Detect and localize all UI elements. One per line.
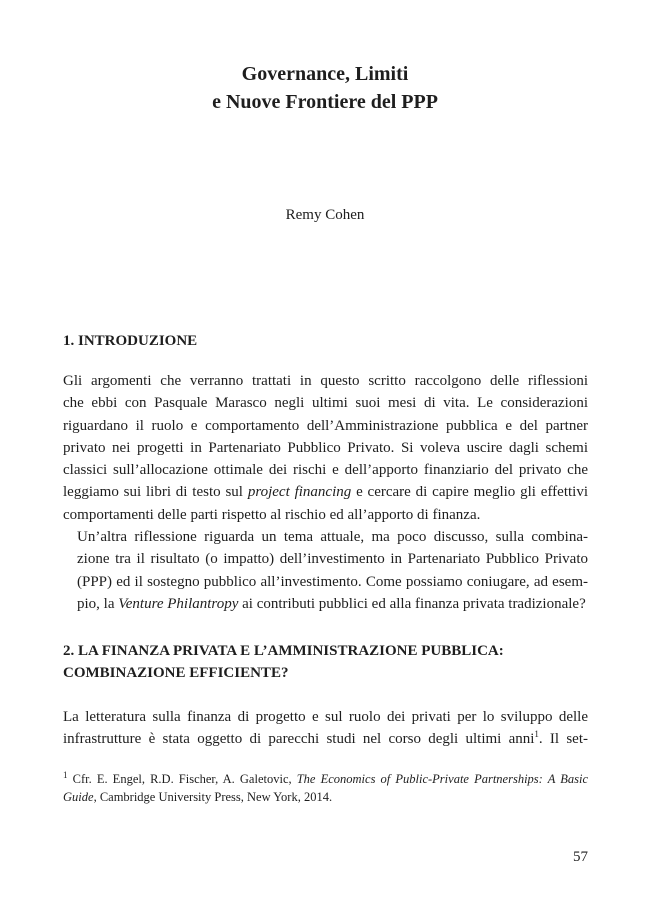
footnote-reference: 1 (534, 729, 539, 740)
footnote-line (63, 788, 588, 806)
paragraph-2 (63, 526, 588, 615)
italic-term: project financing (247, 484, 352, 501)
text-line: che ebbi con Pasquale Marasco negli ultimi suoi mesi di vita. Le considerazioni (63, 395, 588, 412)
text-line (63, 593, 588, 615)
text-run: . Il set- (538, 731, 588, 748)
footnote-line (63, 770, 588, 788)
paragraph-1 (63, 370, 588, 526)
text-line: privato nei progetti in Partenariato Pubblico Privato. Si voleva uscire dagli schemi (63, 439, 588, 456)
text-run: e cercare di capire meglio gli effettivi (351, 484, 588, 501)
text-line (63, 728, 588, 750)
text-line: classici sull’allocazione ottimale dei rischi e dell’apporto finanziario del privato che (63, 462, 588, 479)
paragraph-3 (63, 706, 588, 751)
book-title: The Economics of Public-Private Partnerships: A Basic (296, 772, 588, 786)
chapter-title (0, 60, 650, 116)
section-2-body (63, 706, 588, 751)
text-run: pio, la (77, 595, 119, 612)
text-run: ai contributi pubblici ed alla finanza privata tradizionale? (238, 595, 586, 612)
section-1-heading: 1. INTRODUZIONE (63, 333, 198, 349)
text-line: riguardano il ruolo e comportamento dell’Amministrazione pubblica e del partner (63, 417, 588, 434)
author-name: Remy Cohen (285, 207, 365, 223)
text-run: leggiamo sui libri di testo sul (63, 484, 248, 501)
section-1-body (63, 370, 588, 615)
chapter-title-line-2: e Nuove Frontiere del PPP (212, 91, 438, 113)
text-line: (PPP) ed il sostegno pubblico all’investimento. Come possiamo coniugare, ad esem- (77, 573, 588, 590)
page-number: 57 (573, 849, 588, 865)
text-run: , Cambridge University Press, New York, 2014. (93, 790, 333, 804)
italic-term: Venture Philantropy (118, 595, 239, 612)
text-line: comportamenti delle parti rispetto al rischio ed all’apporto di finanza. (63, 506, 481, 523)
book-title: Guide (63, 790, 94, 804)
section-2-heading (63, 640, 593, 684)
text-line: Un’altra riflessione riguarda un tema attuale, ma poco discusso, sulla combina- (77, 529, 588, 546)
section-2-heading-line-2: COMBINAZIONE EFFICIENTE? (63, 665, 289, 681)
text-line: La letteratura sulla finanza di progetto e sul ruolo dei privati per lo sviluppo delle (63, 709, 588, 725)
footnote (63, 770, 588, 806)
footnote-marker: 1 (63, 769, 68, 780)
text-run: Cfr. E. Engel, R.D. Fischer, A. Galetovic, (67, 772, 297, 786)
chapter-title-line-1: Governance, Limiti (241, 63, 409, 85)
section-2-heading-line-1: 2. LA FINANZA PRIVATA E L’AMMINISTRAZIONE PUBBLICA: (63, 643, 504, 659)
text-line (63, 481, 588, 503)
text-line: zione tra il risultato (o impatto) dell’investimento in Partenariato Pubblico Privato (77, 551, 588, 568)
text-line: Gli argomenti che verranno trattati in questo scritto raccolgono delle riflessioni (63, 373, 588, 389)
text-run: infrastrutture è stata oggetto di parecchi studi nel corso degli ultimi anni (63, 731, 535, 748)
